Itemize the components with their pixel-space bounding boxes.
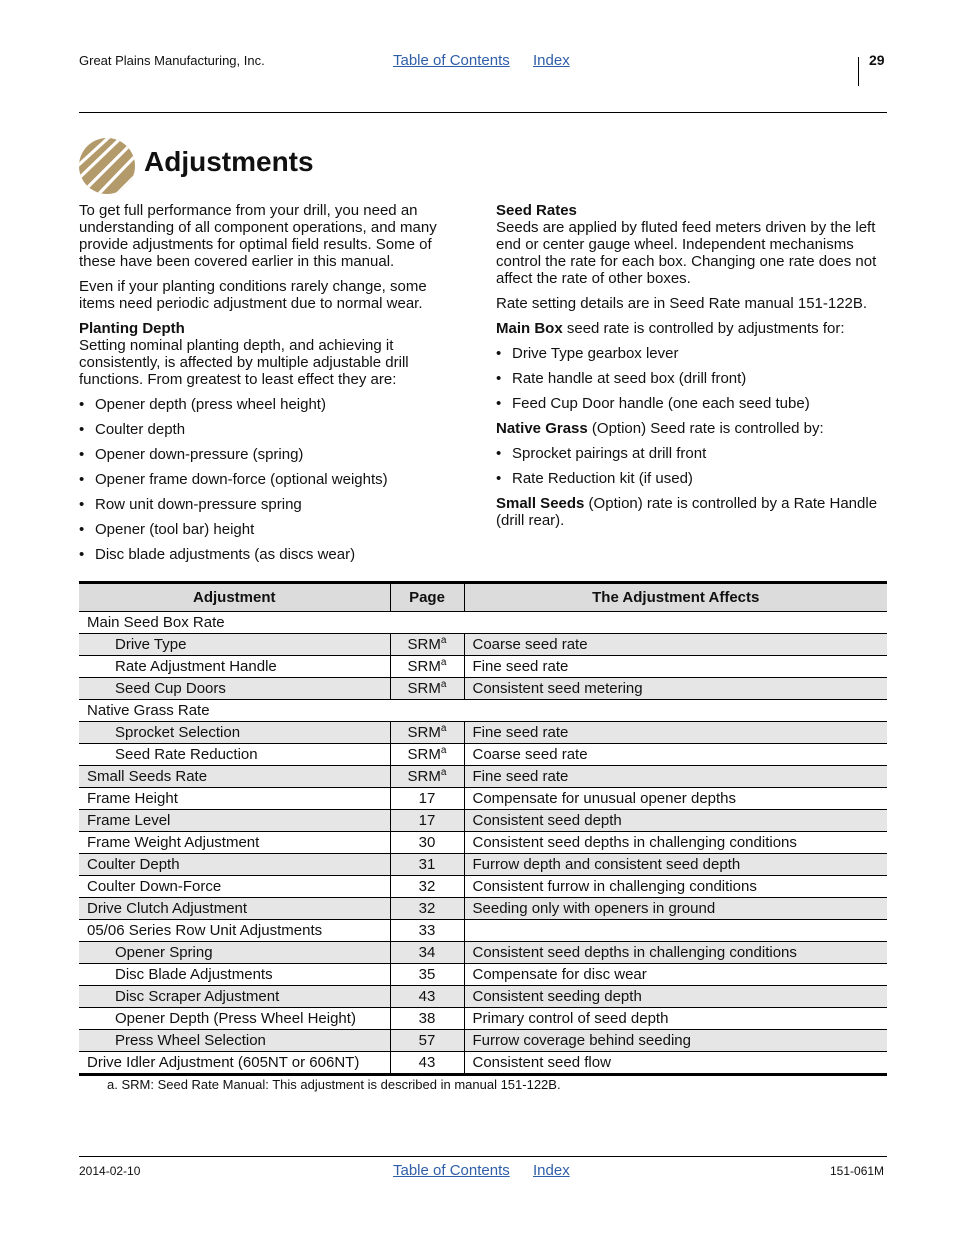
table-row xyxy=(79,876,887,898)
page-cell xyxy=(390,1052,464,1075)
adjustment-cell: Frame Level xyxy=(79,810,390,832)
footer-rule xyxy=(79,1156,887,1157)
planting-depth-heading: Planting Depth xyxy=(79,320,185,337)
table-row xyxy=(79,810,887,832)
table-row xyxy=(79,832,887,854)
main-box-label: Main Box xyxy=(496,320,563,337)
table-row xyxy=(79,964,887,986)
list-item: • Sprocket pairings at drill front xyxy=(496,445,888,462)
page-cell xyxy=(390,678,464,700)
footnote-marker: a xyxy=(440,657,447,668)
column-header-adjustment: Adjustment xyxy=(79,583,390,612)
affects-cell: Fine seed rate xyxy=(464,722,887,744)
list-item: • Disc blade adjustments (as discs wear) xyxy=(79,546,454,563)
affects-cell: Consistent seed metering xyxy=(464,678,887,700)
affects-cell: Furrow depth and consistent seed depth xyxy=(464,854,887,876)
page-value: 30 xyxy=(418,834,436,851)
page-value: SRM xyxy=(407,724,441,741)
table-header-row xyxy=(79,583,887,612)
page-number: 29 xyxy=(869,52,885,68)
table-row xyxy=(79,854,887,876)
page-cell xyxy=(390,964,464,986)
adjustment-cell: Coulter Down-Force xyxy=(79,876,390,898)
page-value: 32 xyxy=(418,900,436,917)
list-item: • Coulter depth xyxy=(79,421,454,438)
adjustment-cell: Drive Type xyxy=(79,634,390,656)
main-box-text xyxy=(496,320,888,337)
table-row xyxy=(79,678,887,700)
adjustment-cell: Drive Clutch Adjustment xyxy=(79,898,390,920)
page-value: SRM xyxy=(407,680,441,697)
adjustment-cell: Disc Blade Adjustments xyxy=(79,964,390,986)
page-cell xyxy=(390,1008,464,1030)
adjustment-cell: Rate Adjustment Handle xyxy=(79,656,390,678)
adjustment-cell: Opener Depth (Press Wheel Height) xyxy=(79,1008,390,1030)
page-cell xyxy=(390,1030,464,1052)
adjustment-cell: Opener Spring xyxy=(79,942,390,964)
footer-toc-link[interactable]: Table of Contents xyxy=(393,1162,510,1179)
adjustment-cell: Seed Cup Doors xyxy=(79,678,390,700)
table-row xyxy=(79,722,887,744)
affects-cell: Consistent seed depths in challenging conditions xyxy=(464,942,887,964)
page-cell xyxy=(390,744,464,766)
page-cell xyxy=(390,766,464,788)
table-row xyxy=(79,634,887,656)
small-seeds-text xyxy=(496,495,888,529)
list-item: • Rate handle at seed box (drill front) xyxy=(496,370,888,387)
page-value: 35 xyxy=(418,966,436,983)
page-cell xyxy=(390,942,464,964)
adjustment-cell: Drive Idler Adjustment (605NT or 606NT) xyxy=(79,1052,390,1075)
table-footnote: a. SRM: Seed Rate Manual: This adjustment is described in manual 151-122B. xyxy=(107,1077,561,1092)
main-box-desc: seed rate is controlled by adjustments for: xyxy=(562,320,845,337)
affects-cell: Coarse seed rate xyxy=(464,744,887,766)
affects-cell: Compensate for unusual opener depths xyxy=(464,788,887,810)
planting-depth-text: Setting nominal planting depth, and achieving it consistently, is affected by multiple adjustable drill functions. From greatest to least effect they are: xyxy=(79,337,409,388)
page-value: 17 xyxy=(418,790,436,807)
adjustment-cell: Coulter Depth xyxy=(79,854,390,876)
table-row xyxy=(79,920,887,942)
affects-cell: Fine seed rate xyxy=(464,656,887,678)
adjustment-cell: Seed Rate Reduction xyxy=(79,744,390,766)
intro-paragraph-1: To get full performance from your drill, you need an understanding of all component operations, and many provide adjustments for optimal field results. Some of these have been covered earlier in this manual. xyxy=(79,202,437,270)
page-value: 31 xyxy=(418,856,436,873)
page-cell xyxy=(390,854,464,876)
page-cell xyxy=(390,788,464,810)
rate-details-text: Rate setting details are in Seed Rate manual 151-122B. xyxy=(496,295,868,312)
page-value: 17 xyxy=(418,812,436,829)
adjustment-cell: 05/06 Series Row Unit Adjustments xyxy=(79,920,390,942)
page-cell xyxy=(390,898,464,920)
header-index-link[interactable]: Index xyxy=(533,52,570,69)
table-row xyxy=(79,1030,887,1052)
header-divider xyxy=(858,57,859,86)
page-value: SRM xyxy=(407,746,441,763)
page-value: 43 xyxy=(418,1054,436,1071)
affects-cell: Consistent seed depth xyxy=(464,810,887,832)
table-row xyxy=(79,1052,887,1075)
list-item: • Opener down-pressure (spring) xyxy=(79,446,454,463)
page-value: 34 xyxy=(418,944,436,961)
affects-cell: Consistent seeding depth xyxy=(464,986,887,1008)
page-value: 33 xyxy=(418,922,436,939)
page-cell xyxy=(390,876,464,898)
page-value: 57 xyxy=(418,1032,436,1049)
footnote-marker: a xyxy=(440,679,447,690)
left-column xyxy=(79,202,454,571)
affects-cell: Consistent furrow in challenging conditions xyxy=(464,876,887,898)
small-seeds-desc: (Option) rate is controlled by a Rate Handle (drill rear). xyxy=(496,495,878,529)
footer-index-link[interactable]: Index xyxy=(533,1162,570,1179)
affects-cell: Fine seed rate xyxy=(464,766,887,788)
planting-depth-list xyxy=(79,396,454,563)
column-header-affects: The Adjustment Affects xyxy=(464,583,887,612)
table-row xyxy=(79,700,887,722)
group-label-cell: Main Seed Box Rate xyxy=(79,612,887,634)
adjustment-cell: Small Seeds Rate xyxy=(79,766,390,788)
affects-cell xyxy=(464,920,887,942)
page-cell xyxy=(390,722,464,744)
affects-cell: Consistent seed depths in challenging conditions xyxy=(464,832,887,854)
seed-rates-heading: Seed Rates xyxy=(496,202,577,219)
group-label-cell: Native Grass Rate xyxy=(79,700,887,722)
footer-date: 2014-02-10 xyxy=(79,1164,141,1178)
affects-cell: Compensate for disc wear xyxy=(464,964,887,986)
list-item: • Row unit down-pressure spring xyxy=(79,496,454,513)
table-row xyxy=(79,766,887,788)
page-value: SRM xyxy=(407,658,441,675)
table-row xyxy=(79,612,887,634)
affects-cell: Furrow coverage behind seeding xyxy=(464,1030,887,1052)
adjustment-cell: Frame Weight Adjustment xyxy=(79,832,390,854)
affects-cell: Primary control of seed depth xyxy=(464,1008,887,1030)
page-value: SRM xyxy=(407,768,441,785)
table-body xyxy=(79,612,887,1075)
affects-cell: Consistent seed flow xyxy=(464,1052,887,1075)
intro-paragraph-2: Even if your planting conditions rarely change, some items need periodic adjustment due to normal wear. xyxy=(79,278,427,312)
page-cell xyxy=(390,656,464,678)
list-item: • Drive Type gearbox lever xyxy=(496,345,888,362)
page-cell xyxy=(390,634,464,656)
table-row xyxy=(79,986,887,1008)
page-value: 32 xyxy=(418,878,436,895)
list-item: • Feed Cup Door handle (one each seed tube) xyxy=(496,395,888,412)
footnote-marker: a xyxy=(440,745,447,756)
adjustments-table xyxy=(79,581,887,1076)
seed-rates-text: Seeds are applied by fluted feed meters driven by the left end or center gauge wheel. Independent mechanisms control the rate for each box. Changing one rate does not affect the rate of other boxes. xyxy=(496,219,877,287)
page-value: 38 xyxy=(418,1010,436,1027)
table-row xyxy=(79,942,887,964)
native-grass-label: Native Grass xyxy=(496,420,588,437)
table-row xyxy=(79,1008,887,1030)
page-cell xyxy=(390,810,464,832)
table-row xyxy=(79,744,887,766)
page-cell xyxy=(390,920,464,942)
company-name: Great Plains Manufacturing, Inc. xyxy=(79,53,265,68)
footnote-marker: a xyxy=(440,723,447,734)
small-seeds-label: Small Seeds xyxy=(496,495,585,512)
header-toc-link[interactable]: Table of Contents xyxy=(393,52,510,69)
affects-cell: Seeding only with openers in ground xyxy=(464,898,887,920)
footnote-marker: a xyxy=(440,635,447,646)
column-header-page: Page xyxy=(390,583,464,612)
page-value: SRM xyxy=(407,636,441,653)
page-title: Adjustments xyxy=(144,146,314,177)
list-item: • Opener (tool bar) height xyxy=(79,521,454,538)
wheat-stripes-logo-icon xyxy=(78,137,136,195)
list-item: • Rate Reduction kit (if used) xyxy=(496,470,888,487)
page-cell xyxy=(390,832,464,854)
adjustment-cell: Frame Height xyxy=(79,788,390,810)
native-grass-text xyxy=(496,420,888,437)
footer-doc-number: 151-061M xyxy=(830,1164,885,1178)
adjustment-cell: Press Wheel Selection xyxy=(79,1030,390,1052)
page-cell xyxy=(390,986,464,1008)
native-grass-list xyxy=(496,445,888,487)
table-row xyxy=(79,788,887,810)
footnote-marker: a xyxy=(440,767,447,778)
main-box-list xyxy=(496,345,888,412)
affects-cell: Coarse seed rate xyxy=(464,634,887,656)
adjustment-cell: Disc Scraper Adjustment xyxy=(79,986,390,1008)
table-row xyxy=(79,656,887,678)
adjustment-cell: Sprocket Selection xyxy=(79,722,390,744)
header-rule xyxy=(79,112,887,113)
page-value: 43 xyxy=(418,988,436,1005)
right-column xyxy=(496,202,888,537)
list-item: • Opener depth (press wheel height) xyxy=(79,396,454,413)
native-grass-desc: (Option) Seed rate is controlled by: xyxy=(587,420,824,437)
table-row xyxy=(79,898,887,920)
list-item: • Opener frame down-force (optional weights) xyxy=(79,471,454,488)
